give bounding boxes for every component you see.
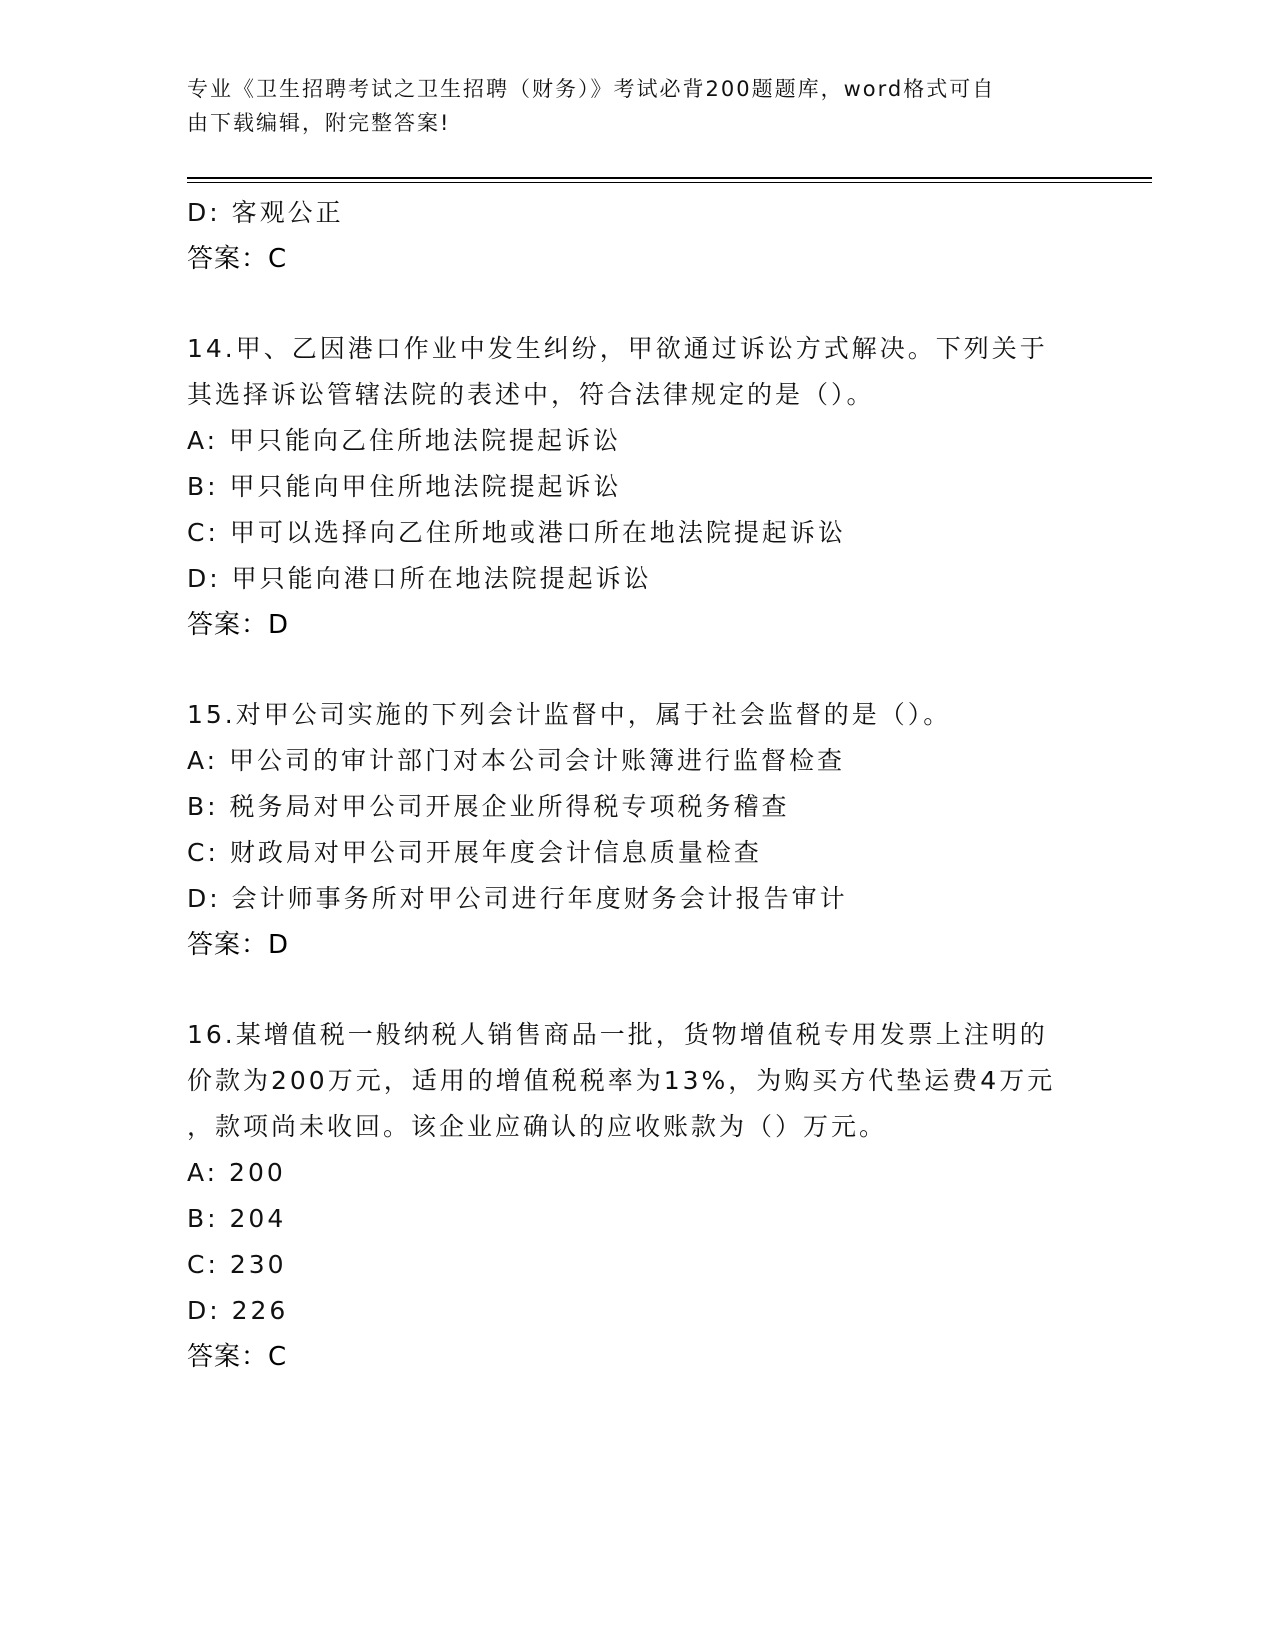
option-a: A: 200 [187,1158,286,1187]
question-14 [187,326,1087,648]
header-line-2: 由下载编辑，附完整答案! [187,111,451,135]
question-stem-line: ，款项尚未收回。该企业应确认的应收账款为（）万元。 [187,1112,888,1141]
spacer [187,968,1087,1012]
option-d: D: 会计师事务所对甲公司进行年度财务会计报告审计 [187,884,848,913]
spacer [187,648,1087,692]
answer: 答案：D [187,930,290,960]
option-c: C: 甲可以选择向乙住所地或港口所在地法院提起诉讼 [187,518,846,547]
question-list [187,190,1087,1380]
header-divider-thick [187,177,1152,179]
option-b: B: 税务局对甲公司开展企业所得税专项税务稽查 [187,792,790,821]
question-stem-line: 价款为200万元，适用的增值税税率为13%，为购买方代垫运费4万元 [187,1066,1056,1095]
answer: 答案：C [187,244,288,274]
question-stem-line: 14.甲、乙因港口作业中发生纠纷，甲欲通过诉讼方式解决。下列关于 [187,334,1048,363]
document-header [187,72,1067,140]
option-d: D: 甲只能向港口所在地法院提起诉讼 [187,564,652,593]
option-b: B: 204 [187,1204,287,1233]
question-13-tail [187,190,1087,282]
option-b: B: 甲只能向甲住所地法院提起诉讼 [187,472,622,501]
option-c: C: 230 [187,1250,287,1279]
question-15 [187,692,1087,968]
answer: 答案：C [187,1342,288,1372]
option-d: D: 226 [187,1296,289,1325]
answer: 答案：D [187,610,290,640]
question-stem-line: 其选择诉讼管辖法院的表述中，符合法律规定的是（）。 [187,380,875,409]
option-d: D: 客观公正 [187,198,344,227]
question-16 [187,1012,1087,1380]
spacer [187,282,1087,326]
option-a: A: 甲公司的审计部门对本公司会计账簿进行监督检查 [187,746,846,775]
header-line-1: 专业《卫生招聘考试之卫生招聘（财务）》考试必背200题题库，word格式可自 [187,77,996,101]
question-stem-line: 15.对甲公司实施的下列会计监督中，属于社会监督的是（）。 [187,700,952,729]
question-stem-line: 16.某增值税一般纳税人销售商品一批，货物增值税专用发票上注明的 [187,1020,1048,1049]
option-c: C: 财政局对甲公司开展年度会计信息质量检查 [187,838,762,867]
option-a: A: 甲只能向乙住所地法院提起诉讼 [187,426,622,455]
header-divider-thin [187,182,1152,183]
